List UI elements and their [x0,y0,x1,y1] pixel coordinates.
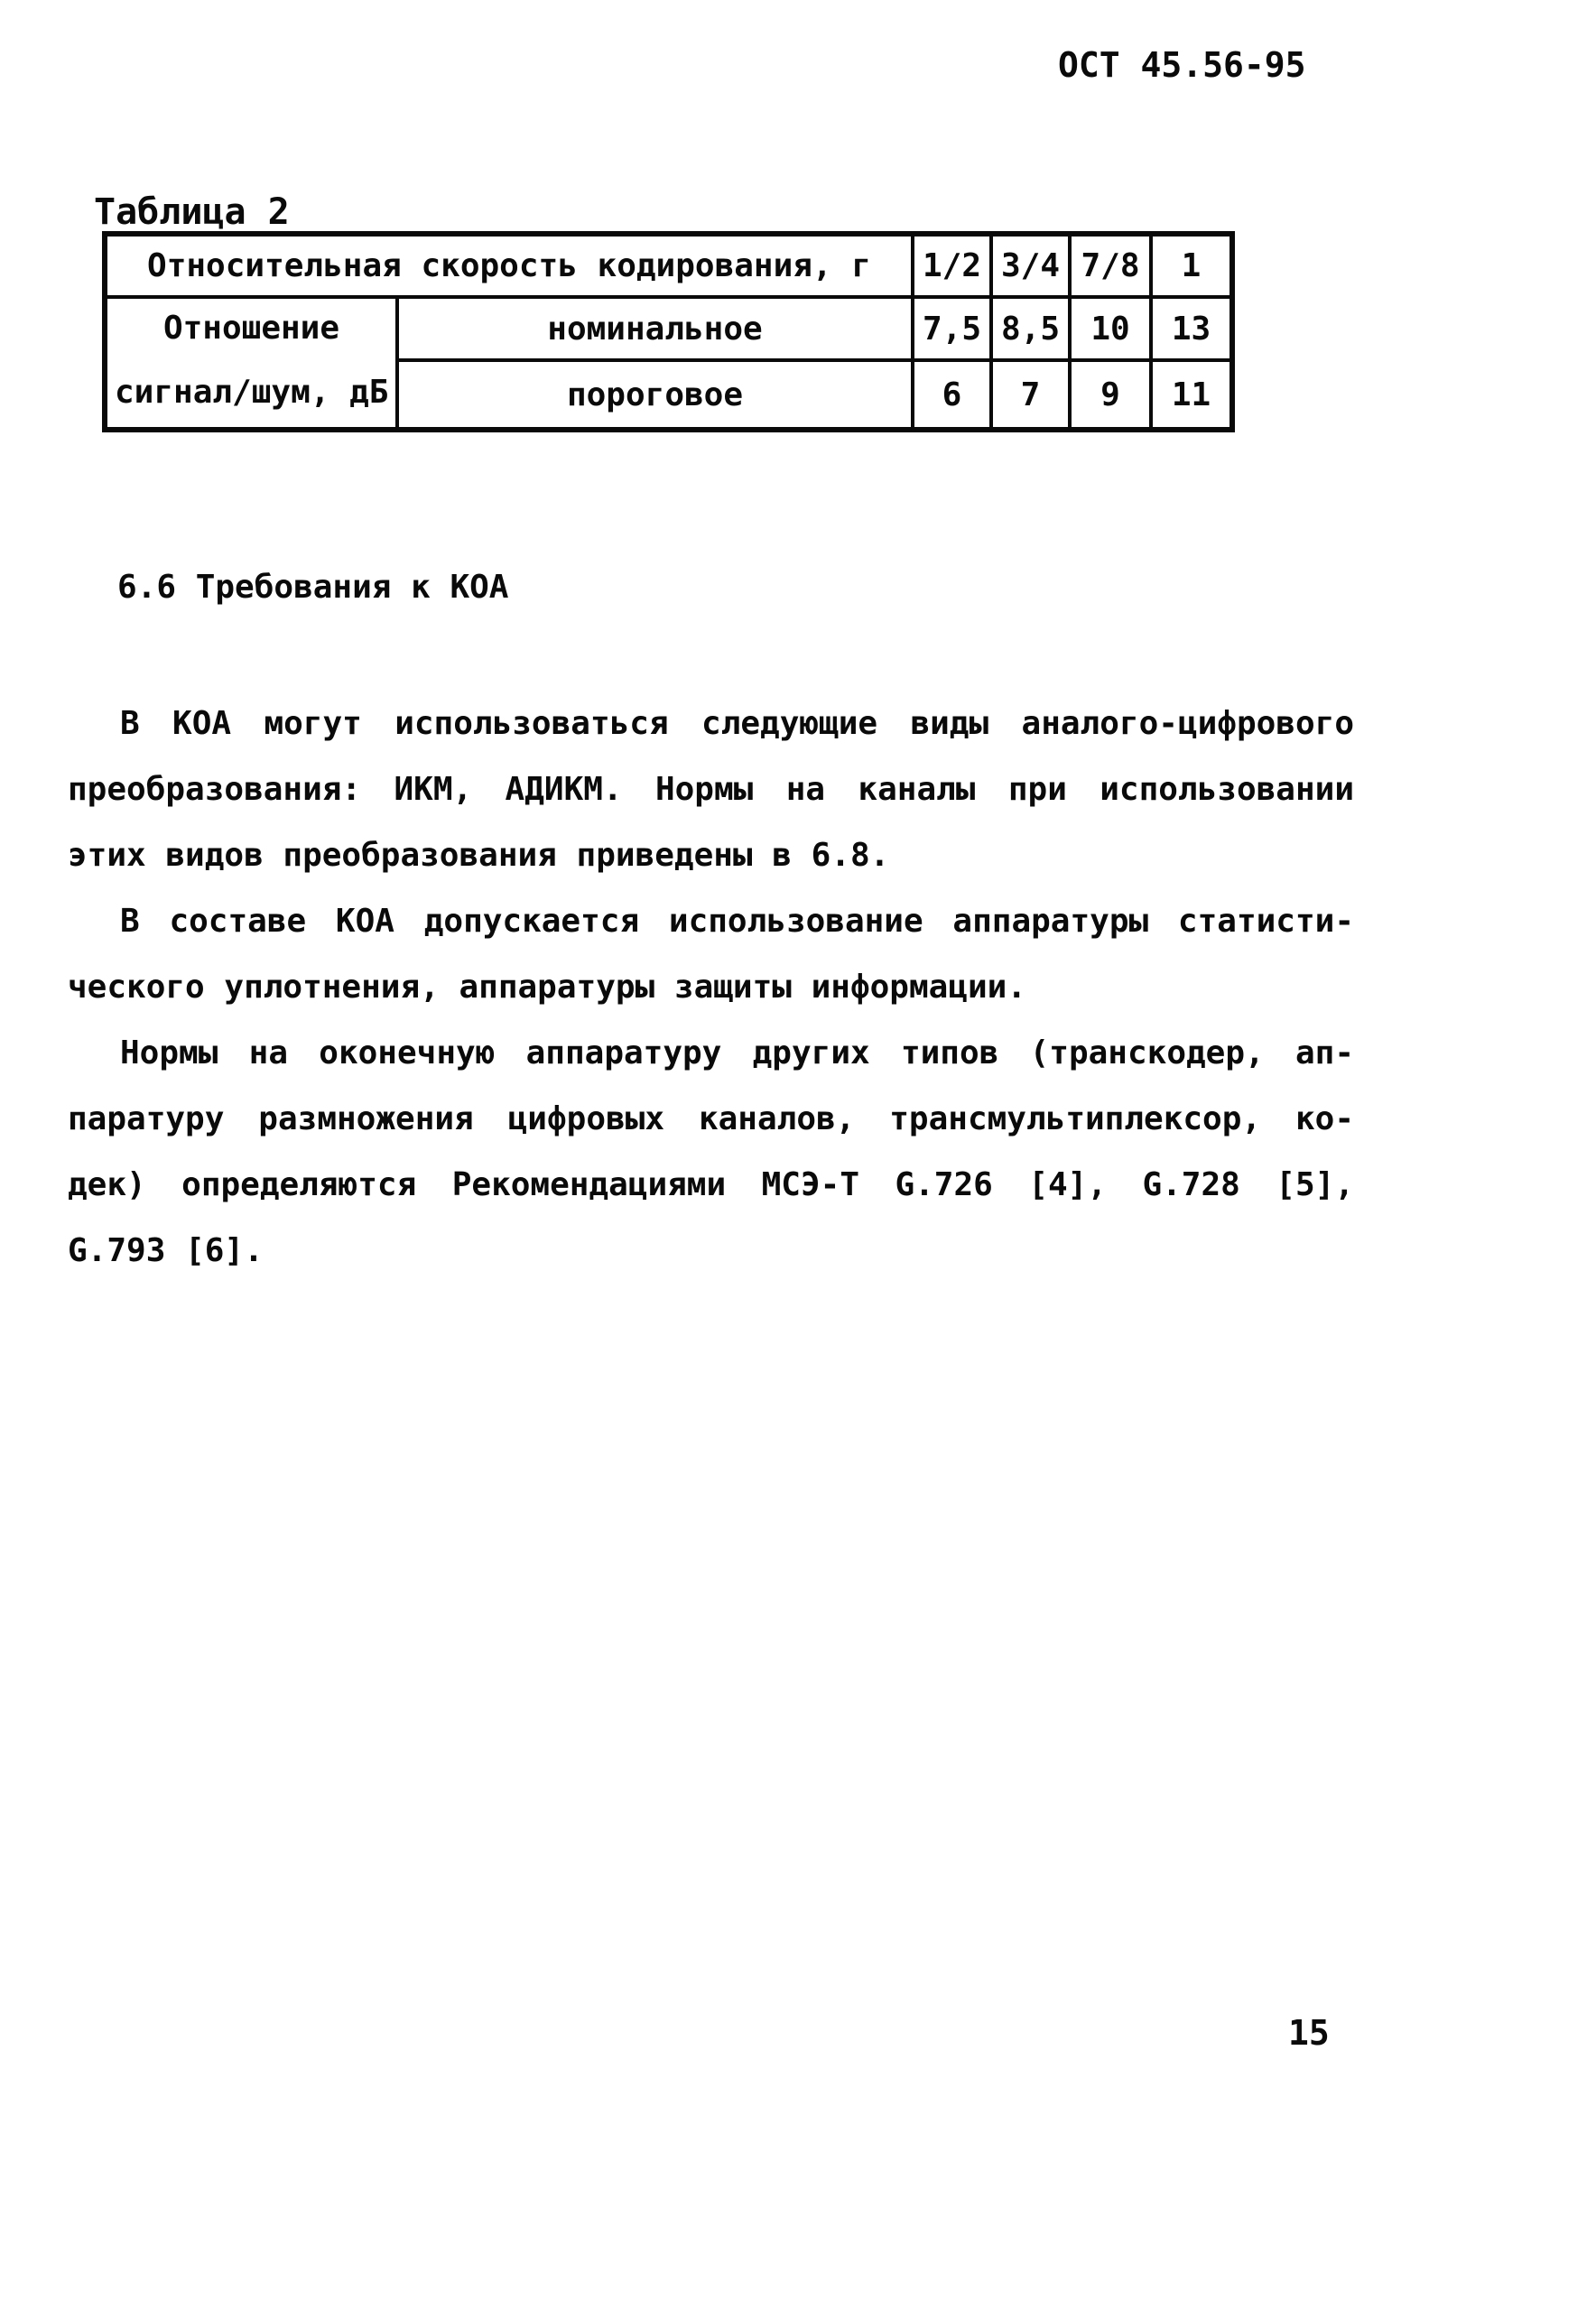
table-header-value: 7/8 [1070,234,1151,297]
table-header-value: 1 [1151,234,1232,297]
paragraph-line: преобразования: ИКМ, АДИКМ. Нормы на каналы при использовании [68,771,1354,808]
row-group-label-cell [105,297,397,430]
row-group-label-line2: сигнал/шум, дБ [115,373,389,411]
table-cell: 7,5 [913,297,991,360]
paragraph-line: В составе КОА допускается использование аппаратуры статисти- [120,903,1354,940]
table-cell: 13 [1151,297,1232,360]
row-label: номинальное [397,297,913,360]
row-group-label-line1: Отношение [162,309,340,347]
table-cell: 9 [1070,360,1151,430]
document-code: ОСТ 45.56-95 [1058,45,1306,85]
page-number: 15 [1288,2013,1330,2053]
paragraph-line: этих видов преобразования приведены в 6.8. [68,837,890,874]
table-row [105,234,1232,297]
paragraph-line: ческого уплотнения, аппаратуры защиты информации. [68,969,1027,1006]
body-text [68,691,1354,1284]
paragraph-line: В КОА могут использоваться следующие виды аналого-цифрового [120,705,1354,742]
table-cell: 8,5 [991,297,1070,360]
section-heading: 6.6 Требования к КОА [117,569,509,606]
table-cell: 11 [1151,360,1232,430]
paragraph-line: паратуру размножения цифровых каналов, трансмультиплексор, ко- [68,1100,1354,1137]
paragraph-line: дек) определяются Рекомендациями МСЭ-Т G.726 [4], G.728 [5], [68,1166,1354,1203]
row-label: пороговое [397,360,913,430]
table-header-label: Относительная скорость кодирования, г [105,234,913,297]
table-cell: 7 [991,360,1070,430]
table-2 [102,231,1235,432]
table-cell: 6 [913,360,991,430]
table-cell: 10 [1070,297,1151,360]
table-header-value: 3/4 [991,234,1070,297]
table-row [105,297,1232,360]
paragraph-line: Нормы на оконечную аппаратуру других типов (транскодер, ап- [120,1035,1354,1072]
table-header-value: 1/2 [913,234,991,297]
paragraph-line: G.793 [6]. [68,1232,264,1269]
table-caption: Таблица 2 [94,191,290,233]
